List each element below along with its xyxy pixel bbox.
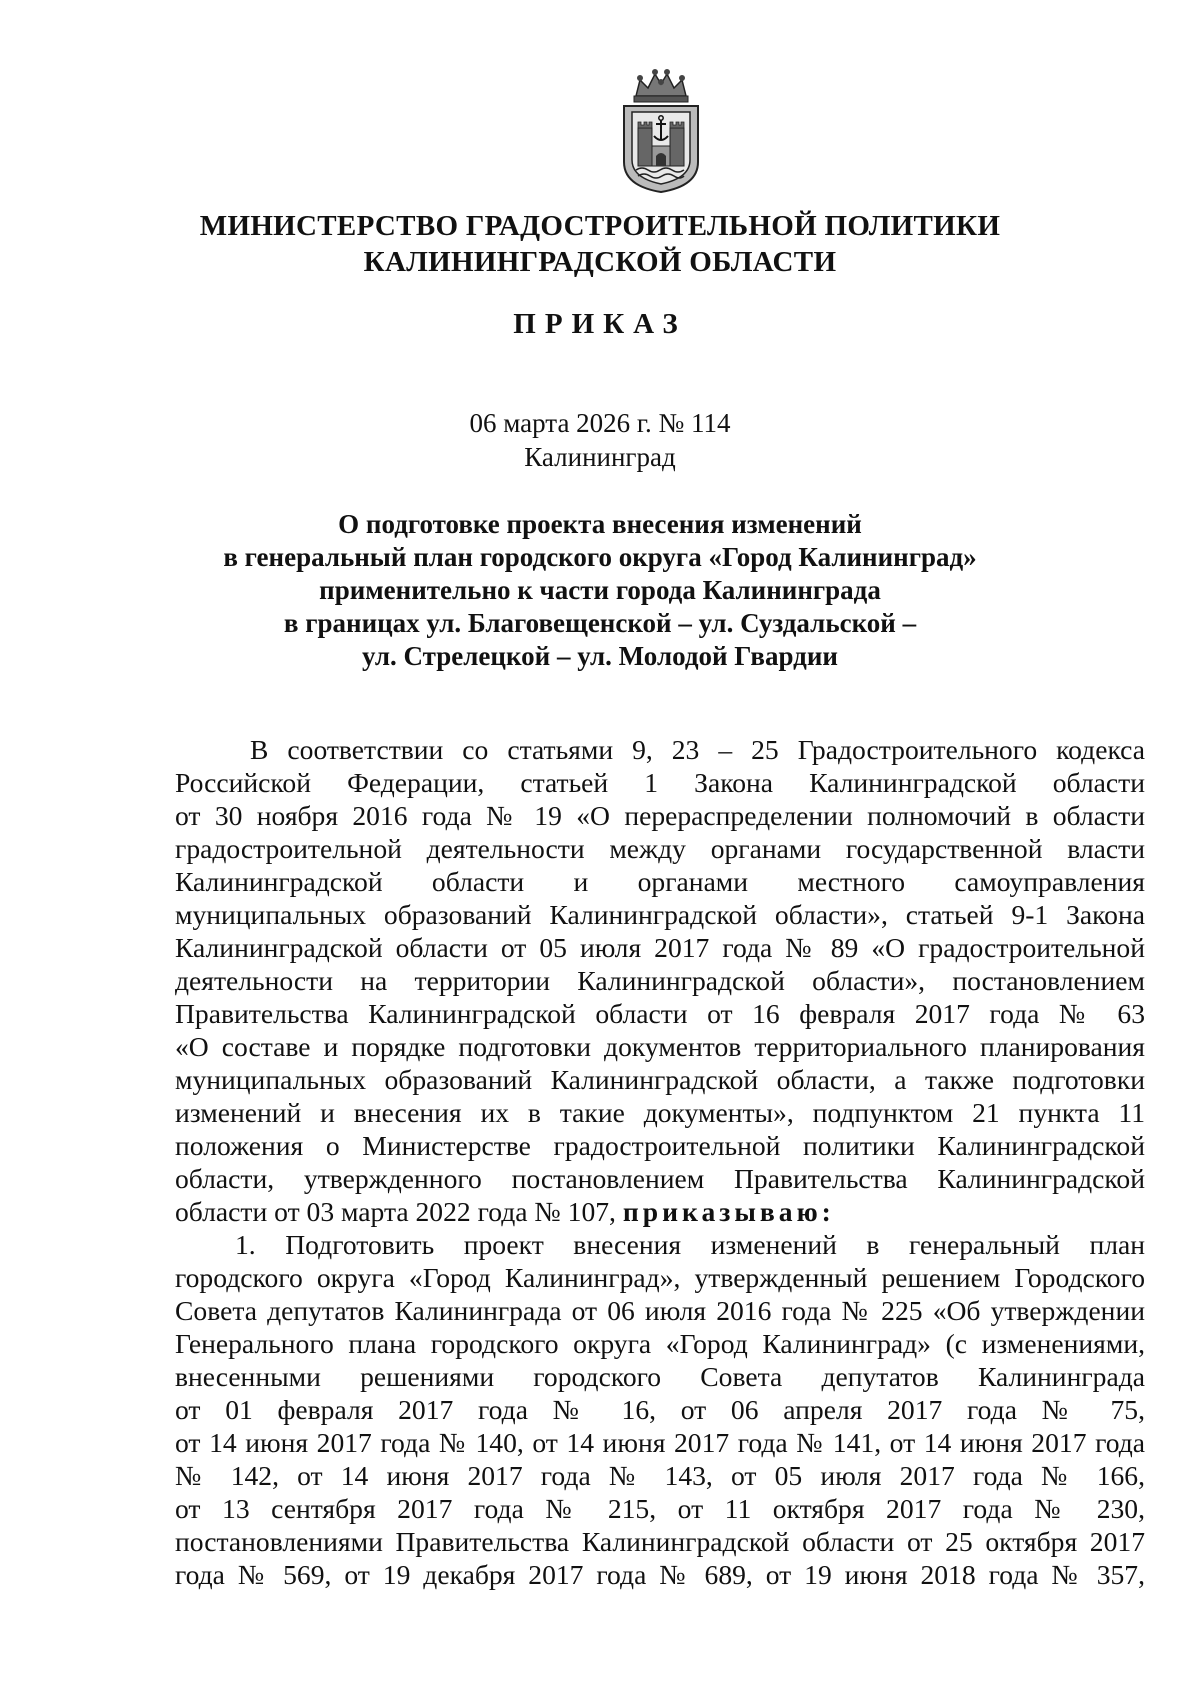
body-line: от 30 ноября 2016 года № 19 «О перераспределении полномочий в области	[175, 800, 1145, 831]
body-line-text: области от 03 марта 2022 года № 107,	[175, 1196, 616, 1227]
body-line: Правительства Калининградской области от 16 февраля 2017 года № 63	[175, 998, 1145, 1029]
body-line: муниципальных образований Калининградской области, а также подготовки	[175, 1064, 1145, 1095]
clause-1-paragraph	[175, 1228, 1145, 1591]
subject-line: О подготовке проекта внесения изменений	[338, 509, 862, 539]
body-line: Калининградской области от 05 июля 2017 года № 89 «О градостроительной	[175, 932, 1145, 963]
body-line: градостроительной деятельности между органами государственной власти	[175, 833, 1145, 864]
body-line: от 01 февраля 2017 года № 16, от 06 апреля 2017 года № 75,	[175, 1394, 1145, 1425]
body-line: Российской Федерации, статьей 1 Закона Калининградской области	[175, 767, 1145, 798]
body-line: изменений и внесения их в такие документы», подпунктом 21 пункта 11	[175, 1097, 1145, 1128]
kaliningrad-coat-of-arms-icon	[618, 66, 704, 194]
order-date-number: 06 марта 2026 г. № 114	[469, 408, 731, 438]
order-directive-word: приказываю:	[622, 1196, 835, 1227]
subject-line: ул. Стрелецкой – ул. Молодой Гвардии	[362, 641, 838, 671]
body-line: постановлениями Правительства Калининградской области от 25 октября 2017	[175, 1526, 1145, 1557]
order-city: Калининград	[524, 442, 676, 472]
body-line: № 142, от 14 июня 2017 года № 143, от 05 июля 2017 года № 166,	[175, 1460, 1145, 1491]
body-line: Генерального плана городского округа «Город Калининград» (с изменениями,	[175, 1328, 1145, 1359]
body-line: 1. Подготовить проект внесения изменений в генеральный план	[235, 1229, 1145, 1260]
preamble-paragraph	[175, 733, 1145, 1228]
body-line: В соответствии со статьями 9, 23 – 25 Градостроительного кодекса	[250, 734, 1145, 765]
subject-line: применительно к части города Калининграда	[319, 575, 881, 605]
body-line: «О составе и порядке подготовки документов территориального планирования	[175, 1031, 1145, 1062]
subject-line: в генеральный план городского округа «Город Калининград»	[223, 542, 977, 572]
ministry-name-line-2: КАЛИНИНГРАДСКОЙ ОБЛАСТИ	[363, 246, 837, 278]
body-line-last	[175, 1195, 1145, 1228]
body-line: года № 569, от 19 декабря 2017 года № 689, от 19 июня 2018 года № 357,	[175, 1559, 1145, 1590]
body-line: Совета депутатов Калининграда от 06 июля 2016 года № 225 «Об утверждении	[175, 1295, 1145, 1326]
body-line: муниципальных образований Калининградской области», статьей 9-1 Закона	[175, 899, 1145, 930]
body-line: деятельности на территории Калининградской области», постановлением	[175, 965, 1145, 996]
body-line: от 13 сентября 2017 года № 215, от 11 октября 2017 года № 230,	[175, 1493, 1145, 1524]
order-body	[175, 733, 1145, 1591]
body-line: Калининградской области и органами местного самоуправления	[175, 866, 1145, 897]
body-line: городского округа «Город Калининград», утвержденный решением Городского	[175, 1262, 1145, 1293]
ministry-name	[0, 208, 1200, 280]
order-subject	[0, 508, 1200, 673]
body-line: от 14 июня 2017 года № 140, от 14 июня 2017 года № 141, от 14 июня 2017 года	[175, 1427, 1145, 1458]
order-date-block	[0, 406, 1200, 474]
order-title: ПРИКАЗ	[513, 308, 687, 340]
ministry-name-line-1: МИНИСТЕРСТВО ГРАДОСТРОИТЕЛЬНОЙ ПОЛИТИКИ	[199, 210, 1001, 242]
body-line: области, утвержденного постановлением Правительства Калининградской	[175, 1163, 1145, 1194]
body-line: положения о Министерстве градостроительной политики Калининградской	[175, 1130, 1145, 1161]
body-line: внесенными решениями городского Совета депутатов Калининграда	[175, 1361, 1145, 1392]
subject-line: в границах ул. Благовещенской – ул. Суздальской –	[283, 608, 917, 638]
